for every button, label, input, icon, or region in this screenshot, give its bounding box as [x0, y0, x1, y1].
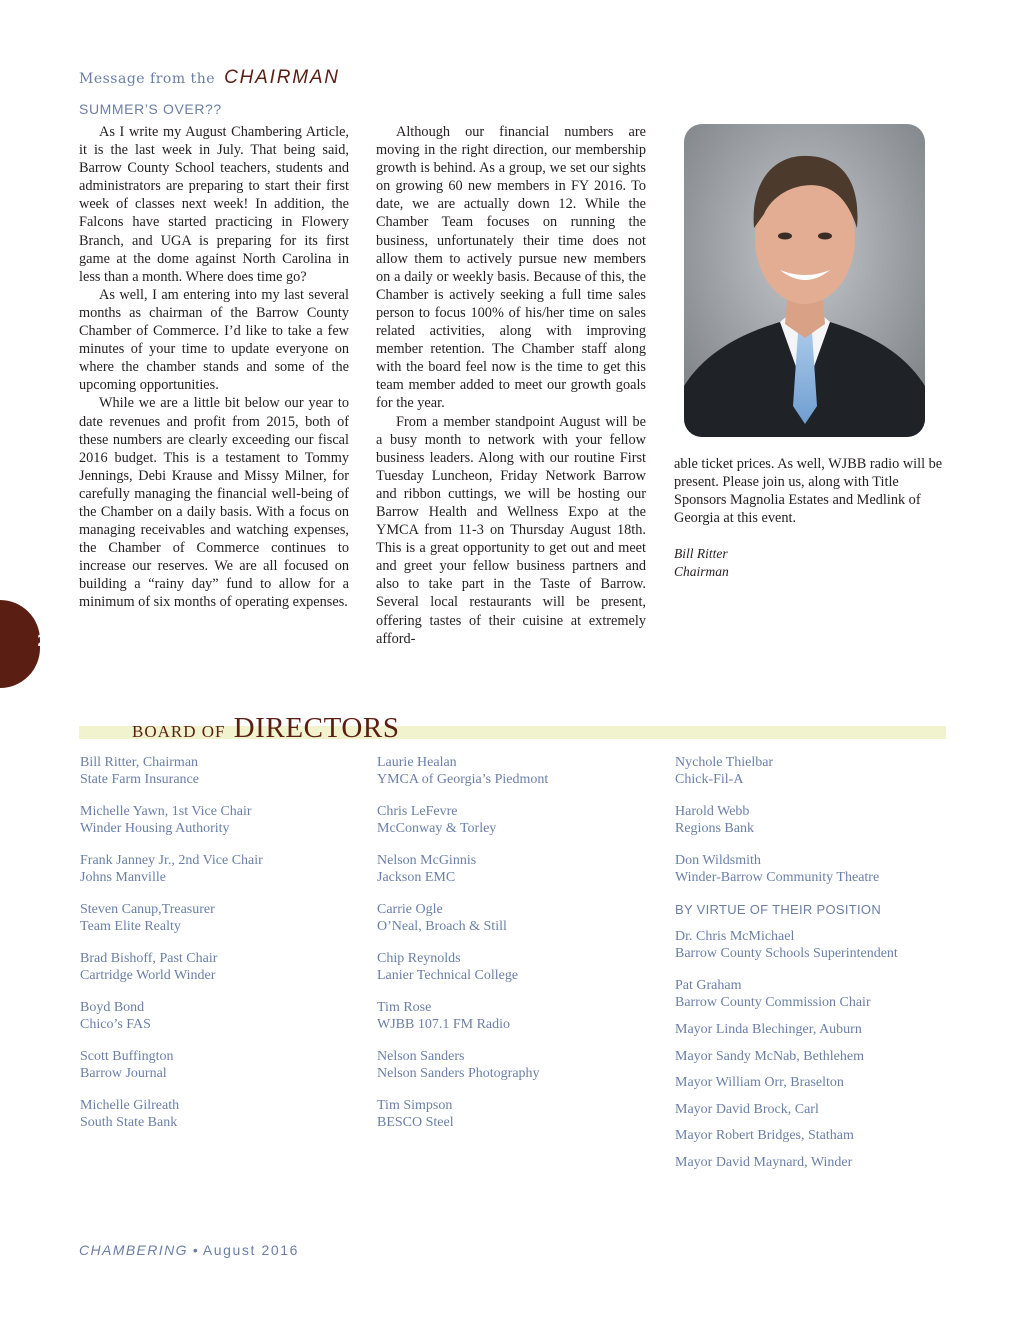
- signature-title: Chairman: [674, 564, 729, 580]
- article-paragraph: Although our financial numbers are moving in the right direction, our membership growth is behind. As a group, we set our sights on growing 60 new members in FY 2016. To date, we are actually down 12. While the Chamber Team focuses on running the business, unfortunately their time does not allow them to actively pursue new members on a daily or weekly basis. Because of this, the Chamber is actively seeking a full time sales person to focus 100% of his/her time on sales related activities, along with improving member retention. The Chamber staff along with the board feel now is the time to get this team member added to meet our growth goals for the year.: [376, 124, 646, 412]
- mayor-entry: Mayor David Brock, Carl: [675, 1101, 819, 1117]
- member-org: Winder-Barrow Community Theatre: [675, 870, 880, 885]
- article-column-1: [79, 123, 349, 612]
- page-number: 2: [37, 631, 49, 650]
- member-name: Michelle Gilreath: [80, 1098, 180, 1113]
- article-paragraph: As well, I am entering into my last several months as chairman of the Barrow County Chamber of Commerce. I’d like to take a few minutes of your time to update everyone on where the chamber stands and some of the upcoming opportunities.: [79, 286, 349, 394]
- board-member: [377, 1048, 548, 1082]
- member-name: Don Wildsmith: [675, 853, 761, 868]
- mayor-entry: Mayor Linda Blechinger, Auburn: [675, 1022, 862, 1037]
- article-paragraph: As I write my August Chambering Article, it is the last week in July. That being said, Barrow County School teachers, students and administrators are preparing to start their first week of classes next week! In addition, the Falcons have started practicing in Flowery Branch, and UGA is preparing for its first game at the dome against North Carolina in less than a month. Where does time go?: [79, 124, 349, 285]
- board-member: [80, 999, 263, 1033]
- signature-name: Bill Ritter: [674, 546, 728, 562]
- member-org: WJBB 107.1 FM Radio: [377, 1017, 511, 1032]
- board-member: [377, 950, 548, 984]
- member-name: Laurie Healan: [377, 755, 457, 770]
- member-org: Barrow County Schools Superintendent: [675, 946, 898, 961]
- article-paragraph: able ticket prices. As well, WJBB radio will be present. Please join us, along with Title Sponsors Magnolia Estates and Medlink of Georgia at this event.: [674, 456, 943, 527]
- board-member: [80, 754, 263, 788]
- article-paragraph: From a member standpoint August will be a busy month to network with your fellow business leaders. Along with our routine First Tuesday Luncheon, Friday Network Barrow and ribbon cuttings, we will be hosting our Barrow Health and Wellness Expo at the YMCA from 11-3 on Thursday August 18th. This is a great opportunity to get out and meet and greet your fellow business partners and also to take part in the Taste of Barrow. Several local restaurants will be present, offering tastes of their cuisine at extremely afford-: [376, 413, 646, 647]
- member-name: Nelson McGinnis: [377, 853, 477, 868]
- member-org: Nelson Sanders Photography: [377, 1066, 540, 1081]
- member-org: State Farm Insurance: [80, 772, 199, 787]
- mayor-entry: Mayor Robert Bridges, Statham: [675, 1128, 854, 1143]
- member-name: Frank Janney Jr., 2nd Vice Chair: [80, 853, 263, 868]
- article-paragraph: While we are a little bit below our year to date revenues and profit from 2015, both of these numbers are clearly exceeding our fiscal 2016 budget. This is a testament to Tommy Jennings, Debi Krause and Missy Milner, for carefully managing the financial well-being of the Chamber on a daily basis. With a focus on managing receivables and watching expenses, the Chamber of Commerce continues to increase our reserves. We are all focused on building a “rainy day” fund to allow for a minimum of six months of operating expenses.: [79, 395, 349, 611]
- member-name: Bill Ritter, Chairman: [80, 755, 199, 770]
- footer-magazine: CHAMBERING: [79, 1242, 188, 1258]
- member-name: Carrie Ogle: [377, 902, 443, 917]
- member-name: Harold Webb: [675, 804, 750, 819]
- footer-date: August 2016: [202, 1242, 300, 1258]
- board-member: [675, 977, 898, 1011]
- board-column-3: [675, 754, 898, 1180]
- mayor-entry: Mayor Sandy McNab, Bethlehem: [675, 1048, 864, 1064]
- board-member: [675, 852, 898, 886]
- board-member: [80, 950, 263, 984]
- board-member: [675, 928, 898, 962]
- member-name: Dr. Chris McMichael: [675, 929, 795, 944]
- member-org: Johns Manville: [80, 870, 166, 885]
- virtue-heading: BY VIRTUE OF THEIR POSITION: [675, 902, 882, 917]
- member-org: Regions Bank: [675, 821, 754, 836]
- header-title: CHAIRMAN: [224, 67, 340, 88]
- article-column-3: [674, 455, 946, 582]
- chairman-photo: [684, 124, 925, 437]
- board-member: [377, 901, 548, 935]
- board-member: [377, 1097, 548, 1131]
- mayor-entry: Mayor David Maynard, Winder: [675, 1154, 853, 1170]
- member-name: Nychole Thielbar: [675, 755, 774, 770]
- board-column-1: [80, 754, 263, 1146]
- board-member: [80, 901, 263, 935]
- member-org: YMCA of Georgia’s Piedmont: [377, 772, 549, 787]
- board-member: [675, 754, 898, 788]
- header-prefix: Message from the: [79, 71, 215, 87]
- member-name: Nelson Sanders: [377, 1049, 465, 1064]
- page-number-tab: [0, 600, 40, 688]
- member-name: Chip Reynolds: [377, 951, 461, 966]
- member-org: McConway & Torley: [377, 821, 497, 836]
- member-name: Michelle Yawn, 1st Vice Chair: [80, 804, 252, 819]
- board-member: [80, 1097, 263, 1131]
- board-member: [675, 803, 898, 837]
- member-org: Barrow County Commission Chair: [675, 995, 871, 1010]
- member-org: Chick-Fil-A: [675, 772, 744, 787]
- board-member: [80, 852, 263, 886]
- member-name: Brad Bishoff, Past Chair: [80, 951, 218, 966]
- signature: [674, 545, 946, 581]
- mayor-entry: Mayor William Orr, Braselton: [675, 1075, 844, 1090]
- member-name: Boyd Bond: [80, 1000, 145, 1015]
- board-heading: [132, 712, 400, 745]
- board-heading-prefix: BOARD OF: [132, 722, 226, 741]
- board-member: [80, 1048, 263, 1082]
- member-org: O’Neal, Broach & Still: [377, 919, 507, 934]
- member-org: BESCO Steel: [377, 1115, 454, 1130]
- article-subhead: SUMMER’S OVER??: [79, 101, 222, 117]
- member-org: Barrow Journal: [80, 1066, 167, 1081]
- footer-bullet: •: [192, 1242, 198, 1258]
- member-name: Tim Rose: [377, 1000, 432, 1015]
- board-heading-title: DIRECTORS: [233, 712, 400, 744]
- board-member: [377, 999, 548, 1033]
- member-org: Winder Housing Authority: [80, 821, 230, 836]
- board-member: [80, 803, 263, 837]
- member-org: Team Elite Realty: [80, 919, 181, 934]
- member-org: Cartridge World Winder: [80, 968, 216, 983]
- board-column-2: [377, 754, 548, 1146]
- board-member: [377, 852, 548, 886]
- member-org: Jackson EMC: [377, 870, 456, 885]
- member-name: Scott Buffington: [80, 1049, 174, 1064]
- page-footer: [79, 1242, 299, 1258]
- member-name: Pat Graham: [675, 978, 742, 993]
- member-name: Tim Simpson: [377, 1098, 453, 1113]
- article-column-2: [376, 123, 646, 648]
- member-name: Steven Canup,Treasurer: [80, 902, 215, 917]
- member-org: Lanier Technical College: [377, 968, 519, 983]
- board-member: [377, 754, 548, 788]
- member-name: Chris LeFevre: [377, 804, 458, 819]
- member-org: South State Bank: [80, 1115, 178, 1130]
- board-member: [377, 803, 548, 837]
- member-org: Chico’s FAS: [80, 1017, 151, 1032]
- section-header: [79, 67, 340, 89]
